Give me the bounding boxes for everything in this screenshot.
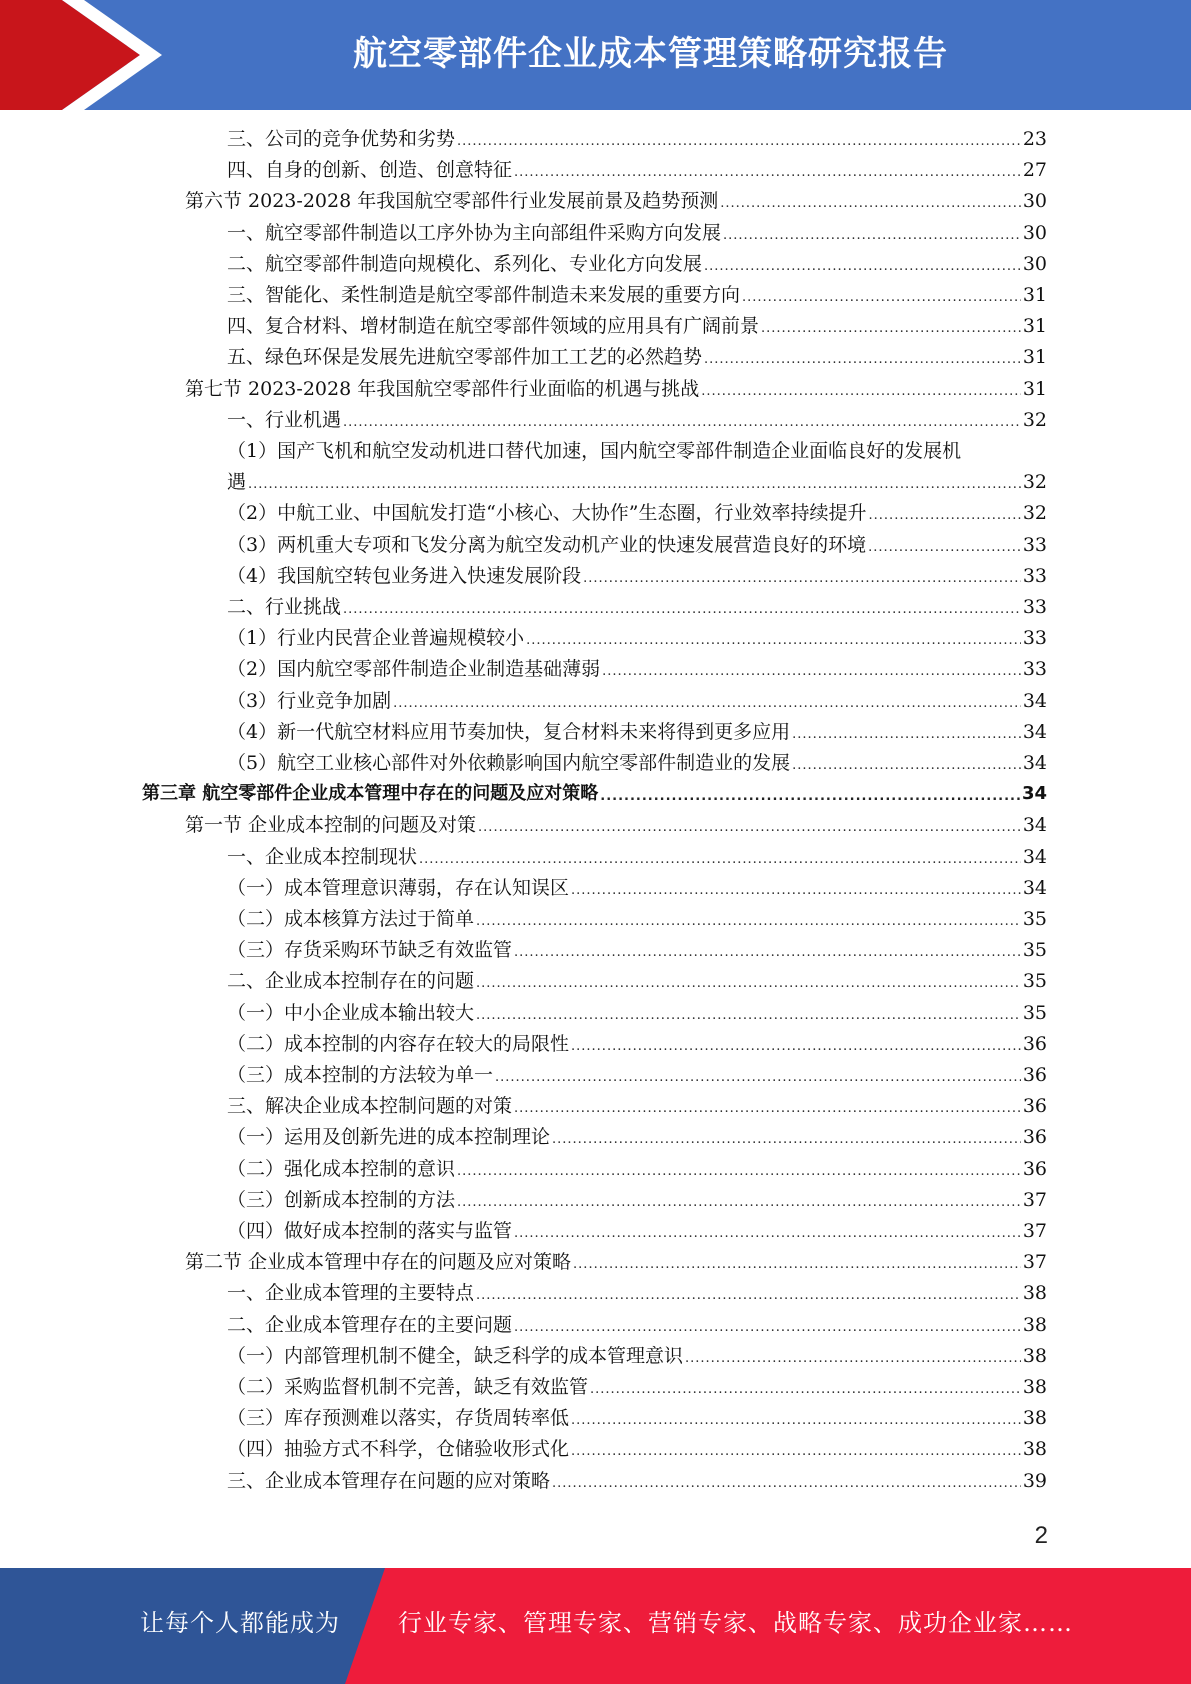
toc-dot-leader	[583, 570, 1021, 588]
page-header	[0, 0, 1191, 110]
toc-dot-leader	[723, 227, 1021, 245]
toc-entry-title: 一、行业机遇	[227, 408, 342, 431]
toc-dot-leader	[419, 851, 1021, 869]
toc-dot-leader	[514, 1100, 1021, 1118]
toc-page-number: 38	[1022, 1313, 1047, 1336]
toc-page-number: 36	[1022, 1157, 1047, 1180]
toc-dot-leader	[343, 601, 1021, 619]
toc-dot-leader	[868, 539, 1021, 557]
toc-entry-title: （三）存货采购环节缺乏有效监管	[227, 939, 513, 962]
toc-page-number: 38	[1022, 1344, 1047, 1367]
toc-entry[interactable]	[185, 813, 1047, 837]
toc-entry-title: 二、企业成本控制存在的问题	[227, 970, 475, 993]
toc-entry-text-line: （1）国产飞机和航空发动机进口替代加速，国内航空零部件制造企业面临良好的发展机	[227, 440, 962, 462]
toc-entry-title: 第七节 2023-2028 年我国航空零部件行业面临的机遇与挑战	[185, 377, 700, 400]
toc-dot-leader	[476, 975, 1021, 993]
toc-dot-leader	[720, 195, 1021, 213]
toc-entry-title: （二）强化成本控制的意识	[227, 1157, 456, 1180]
toc-dot-leader	[514, 944, 1021, 962]
toc-page-number: 34	[1022, 720, 1047, 743]
toc-entry-title: （3）两机重大专项和飞发分离为航空发动机产业的快速发展营造良好的环境	[227, 533, 867, 556]
toc-entry[interactable]	[227, 907, 1047, 931]
toc-page-number: 30	[1022, 221, 1047, 244]
toc-page-number: 30	[1022, 190, 1047, 213]
toc-entry-title: 三、智能化、柔性制造是航空零部件制造未来发展的重要方向	[227, 284, 741, 306]
toc-entry[interactable]	[227, 1375, 1047, 1399]
toc-entry[interactable]	[227, 1094, 1047, 1118]
toc-dot-leader	[457, 1194, 1021, 1212]
toc-entry-title: 二、企业成本管理存在的主要问题	[227, 1313, 513, 1336]
toc-page-number: 30	[1022, 252, 1047, 275]
toc-dot-leader	[457, 133, 1021, 151]
toc-entry[interactable]	[227, 938, 1047, 962]
toc-chapter-entry[interactable]	[142, 782, 1047, 806]
toc-entry[interactable]	[227, 252, 1047, 276]
footer-slogan-left: 让每个人都能成为	[140, 1609, 340, 1637]
toc-entry-title: （4）我国航空转包业务进入快速发展阶段	[227, 564, 582, 587]
toc-dot-leader	[761, 320, 1021, 338]
page-footer	[0, 1568, 1191, 1684]
toc-dot-leader	[393, 695, 1021, 713]
toc-entry-title: 第三章 航空零部件企业成本管理中存在的问题及应对策略	[142, 783, 599, 805]
toc-entry-title: 三、公司的竞争优势和劣势	[227, 128, 456, 150]
toc-entry-title: 第二节 企业成本管理中存在的问题及应对策略	[185, 1251, 572, 1274]
toc-page-number: 33	[1022, 627, 1047, 650]
toc-entry-title: （1）行业内民营企业普遍规模较小	[227, 627, 525, 650]
toc-entry[interactable]	[227, 1157, 1047, 1181]
toc-page-number: 34	[1022, 689, 1047, 712]
toc-entry-title: 第六节 2023-2028 年我国航空零部件行业发展前景及趋势预测	[185, 190, 719, 213]
toc-entry-title: （3）行业竞争加剧	[227, 689, 392, 712]
toc-page-number: 35	[1022, 1001, 1047, 1024]
toc-dot-leader	[476, 1287, 1021, 1305]
toc-page-number: 27	[1022, 159, 1047, 182]
toc-dot-leader	[552, 1475, 1021, 1493]
toc-dot-leader	[704, 351, 1021, 369]
toc-page-number: 38	[1022, 1376, 1047, 1398]
toc-entry[interactable]	[227, 969, 1047, 993]
toc-entry-title: 二、行业挑战	[227, 596, 342, 618]
toc-entry-title: （一）成本管理意识薄弱，存在认知误区	[227, 876, 570, 899]
toc-entry[interactable]	[227, 314, 1047, 338]
toc-page-number: 31	[1022, 377, 1047, 400]
toc-entry[interactable]	[227, 1032, 1047, 1056]
toc-entry[interactable]	[227, 1125, 1047, 1149]
toc-entry[interactable]	[227, 1001, 1047, 1025]
toc-dot-leader	[792, 757, 1021, 775]
toc-page-number: 31	[1022, 315, 1047, 338]
toc-dot-leader	[704, 258, 1021, 276]
toc-dot-leader	[476, 1007, 1021, 1025]
toc-entry[interactable]	[227, 283, 1047, 307]
toc-entry-title: 一、企业成本控制现状	[227, 845, 418, 868]
toc-page-number: 35	[1022, 939, 1047, 962]
toc-entry[interactable]	[227, 158, 1047, 182]
toc-page-number: 23	[1022, 128, 1047, 150]
toc-entry-title: 第一节 企业成本控制的问题及对策	[185, 814, 477, 837]
toc-entry-title: 一、航空零部件制造以工序外协为主向部组件采购方向发展	[227, 221, 722, 244]
toc-entry-title: （5）航空工业核心部件对外依赖影响国内航空零部件制造业的发展	[227, 752, 791, 774]
report-title: 航空零部件企业成本管理策略研究报告	[353, 34, 948, 74]
toc-page-number: 33	[1022, 533, 1047, 556]
toc-entry-title: （四）抽验方式不科学，仓储验收形式化	[227, 1438, 570, 1461]
toc-entry-title: （4）新一代航空材料应用节奏加快，复合材料未来将得到更多应用	[227, 720, 791, 743]
toc-dot-leader	[552, 1131, 1021, 1149]
toc-entry[interactable]	[227, 1469, 1047, 1493]
toc-entry[interactable]	[227, 595, 1047, 619]
toc-entry[interactable]	[227, 720, 1047, 744]
toc-entry-title: 三、解决企业成本控制问题的对策	[227, 1095, 513, 1118]
toc-entry[interactable]	[227, 1406, 1047, 1430]
toc-dot-leader	[590, 1381, 1021, 1399]
toc-page-number: 34	[1022, 752, 1047, 774]
toc-entry[interactable]	[227, 501, 1047, 525]
toc-page-number: 35	[1022, 970, 1047, 993]
toc-entry[interactable]	[227, 345, 1047, 369]
toc-entry[interactable]	[185, 377, 1047, 401]
toc-page-number: 36	[1022, 1064, 1047, 1086]
toc-dot-leader	[571, 1443, 1021, 1461]
toc-entry-title: （2）国内航空零部件制造企业制造基础薄弱	[227, 658, 601, 681]
toc-entry-title: （二）采购监督机制不完善，缺乏有效监管	[227, 1376, 589, 1398]
toc-dot-leader	[701, 383, 1021, 401]
toc-dot-leader	[602, 663, 1021, 681]
toc-entry[interactable]	[185, 1250, 1047, 1274]
toc-dot-leader	[526, 632, 1021, 650]
toc-entry-title: （三）成本控制的方法较为单一	[227, 1064, 494, 1086]
toc-page-number: 34	[1022, 876, 1047, 899]
toc-dot-leader	[792, 726, 1021, 744]
toc-dot-leader	[685, 1350, 1021, 1368]
toc-entry[interactable]	[227, 657, 1047, 681]
toc-page-number: 32	[1022, 408, 1047, 431]
toc-entry[interactable]	[227, 221, 1047, 245]
toc-dot-leader	[571, 1412, 1021, 1430]
toc-dot-leader	[343, 414, 1021, 432]
toc-entry-title: 二、航空零部件制造向规模化、系列化、专业化方向发展	[227, 252, 703, 275]
toc-entry[interactable]	[227, 408, 1047, 432]
toc-entry-title: （二）成本控制的内容存在较大的局限性	[227, 1032, 570, 1055]
toc-page-number: 32	[1022, 471, 1047, 494]
toc-entry-title: 遇	[227, 471, 247, 494]
toc-entry[interactable]	[227, 1219, 1047, 1243]
toc-dot-leader	[514, 1319, 1021, 1337]
toc-entry[interactable]	[227, 533, 1047, 557]
toc-entry[interactable]	[227, 689, 1047, 713]
toc-page-number: 38	[1022, 1282, 1047, 1305]
toc-page-number: 38	[1022, 1438, 1047, 1461]
toc-page-number: 31	[1022, 284, 1047, 306]
toc-page-number: 33	[1022, 564, 1047, 587]
toc-entry-title: 五、绿色环保是发展先进航空零部件加工工艺的必然趋势	[227, 346, 703, 369]
toc-page-number: 36	[1022, 1032, 1047, 1055]
toc-entry[interactable]	[227, 626, 1047, 650]
toc-entry-title: （二）成本核算方法过于简单	[227, 908, 475, 930]
page-number: 2	[1034, 1522, 1048, 1549]
toc-page-number: 34	[1022, 814, 1047, 837]
toc-dot-leader	[495, 1069, 1021, 1087]
toc-page-number: 34	[1022, 845, 1047, 868]
toc-entry[interactable]	[227, 1437, 1047, 1461]
toc-entry-title: （一）中小企业成本输出较大	[227, 1001, 475, 1024]
toc-page-number: 35	[1022, 908, 1047, 930]
toc-entry[interactable]	[227, 470, 1047, 494]
toc-entry[interactable]	[227, 751, 1047, 775]
toc-entry[interactable]	[227, 564, 1047, 588]
toc-entry-title: 四、自身的创新、创造、创意特征	[227, 159, 513, 182]
toc-page-number: 34	[1021, 783, 1047, 805]
toc-entry-title: （2）中航工业、中国航发打造“小核心、大协作”生态圈，行业效率持续提升	[227, 502, 867, 525]
toc-dot-leader	[573, 1256, 1021, 1274]
toc-entry-title: （三）创新成本控制的方法	[227, 1188, 456, 1211]
toc-page-number: 38	[1022, 1407, 1047, 1430]
toc-entry-title: （四）做好成本控制的落实与监管	[227, 1220, 513, 1242]
toc-entry-title: 四、复合材料、增材制造在航空零部件领域的应用具有广阔前景	[227, 315, 760, 338]
toc-page-number: 33	[1022, 658, 1047, 681]
toc-entry[interactable]	[227, 845, 1047, 869]
toc-page-number: 37	[1022, 1251, 1047, 1274]
toc-page-number: 39	[1022, 1469, 1047, 1492]
toc-page-number: 36	[1022, 1126, 1047, 1149]
toc-entry[interactable]	[185, 189, 1047, 213]
toc-dot-leader	[514, 164, 1021, 182]
toc-entry[interactable]	[227, 1281, 1047, 1305]
toc-dot-leader	[248, 476, 1021, 494]
toc-dot-leader	[571, 1038, 1021, 1056]
toc-entry-title: 三、企业成本管理存在问题的应对策略	[227, 1469, 551, 1492]
toc-dot-leader	[742, 289, 1021, 307]
toc-dot-leader	[476, 913, 1021, 931]
toc-dot-leader	[457, 1163, 1021, 1181]
toc-page-number: 32	[1022, 502, 1047, 525]
toc-entry[interactable]	[227, 1063, 1047, 1087]
footer-slogan-right: 行业专家、管理专家、营销专家、战略专家、成功企业家……	[398, 1609, 1073, 1637]
toc-entry-title: （三）库存预测难以落实，存货周转率低	[227, 1407, 570, 1430]
toc-page-number: 33	[1022, 596, 1047, 618]
toc-page-number: 37	[1022, 1220, 1047, 1242]
toc-dot-leader	[571, 882, 1021, 900]
toc-page-number: 37	[1022, 1188, 1047, 1211]
header-arrow-decoration	[0, 0, 260, 110]
toc-entry[interactable]	[227, 1344, 1047, 1368]
toc-dot-leader	[514, 1225, 1021, 1243]
toc-page-number: 36	[1022, 1095, 1047, 1118]
toc-dot-leader	[600, 788, 1020, 806]
toc-entry-title: 一、企业成本管理的主要特点	[227, 1282, 475, 1305]
toc-entry[interactable]	[227, 876, 1047, 900]
toc-entry[interactable]	[227, 1188, 1047, 1212]
toc-entry-title: （一）运用及创新先进的成本控制理论	[227, 1126, 551, 1149]
toc-page-number: 31	[1022, 346, 1047, 369]
toc-dot-leader	[478, 819, 1021, 837]
toc-dot-leader	[869, 507, 1021, 525]
toc-entry[interactable]	[227, 127, 1047, 151]
toc-entry[interactable]	[227, 1313, 1047, 1337]
toc-entry-title: （一）内部管理机制不健全，缺乏科学的成本管理意识	[227, 1344, 684, 1367]
